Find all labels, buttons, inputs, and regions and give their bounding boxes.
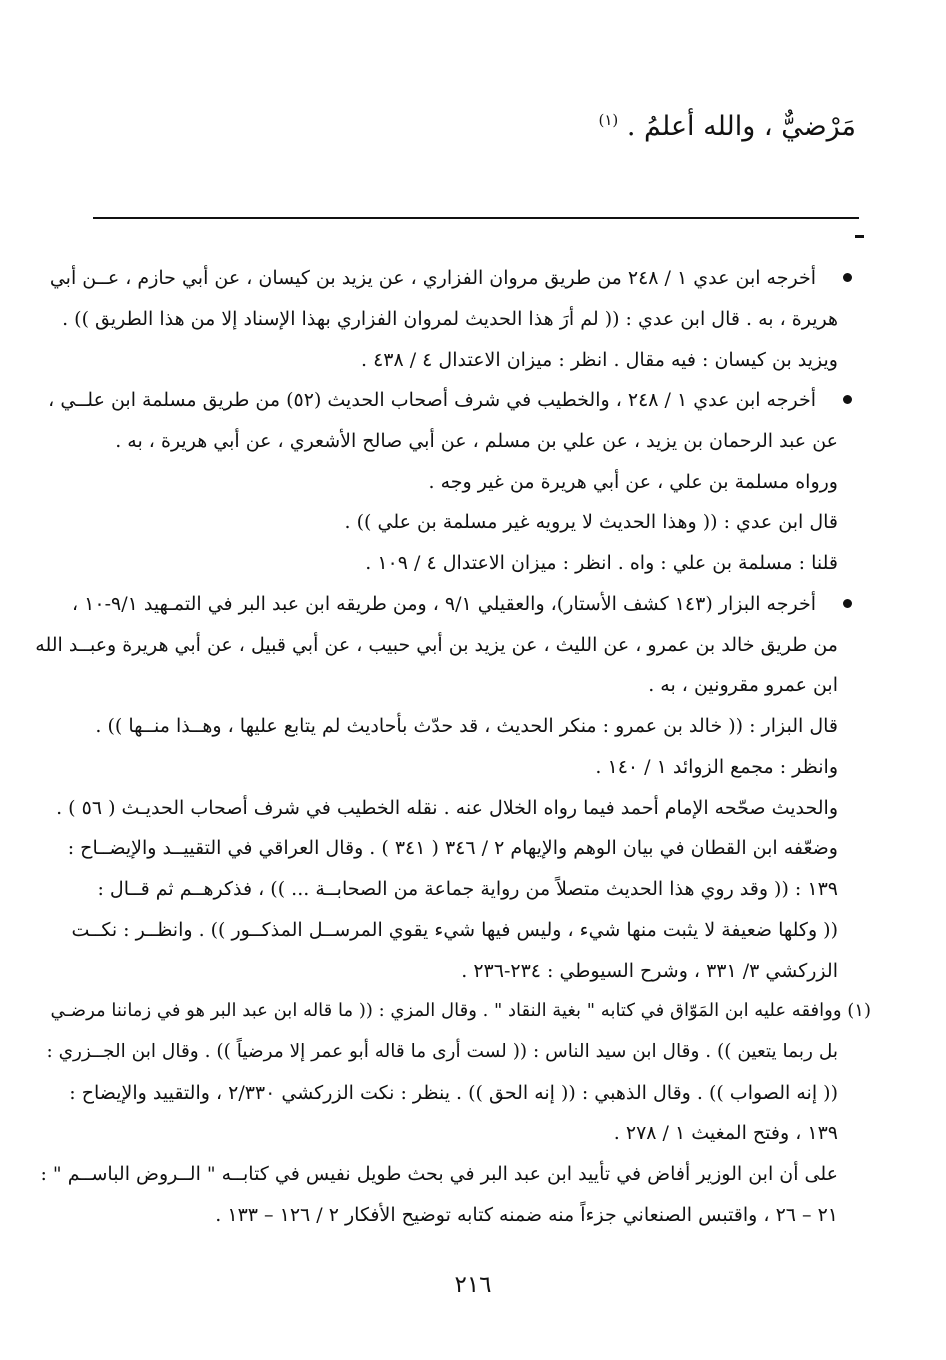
- text-line: وضعّفه ابن القطان في بيان الوهم والإيهام ٢ / ٣٤٦ ( ٣٤١ ) . وقال العراقي في التقييــد والإيضــاح :: [67, 837, 838, 859]
- heading-text: مَرْضيٌّ ، والله أعلمُ .: [626, 111, 856, 142]
- text-line: قلنا : مسلمة بن علي : واه . انظر : ميزان الاعتدال ٤ / ١٠٩ .: [365, 552, 838, 574]
- bullet-marker: [843, 273, 852, 282]
- text-line: (( وكلها ضعيفة لا يثبت منها شيء ، وليس فيها شيء يقوي المرســل المذكــور )) . وانظــر : نكــت: [71, 919, 838, 941]
- text-line: ورواه مسلمة بن علي ، عن أبي هريرة من غير وجه .: [428, 471, 838, 493]
- text-line: أخرجه ابن عدي ١ / ٢٤٨ من طريق مروان الفزاري ، عن يزيد بن كيسان ، عن أبي حازم ، عــن أبي: [49, 267, 816, 289]
- text-line: الزركشي ٣/ ٣٣١ ، وشرح السيوطي : ٢٣٤-٢٣٦ .: [461, 960, 838, 982]
- page-number: ٢١٦: [454, 1272, 492, 1298]
- footnote-line: ٢١ – ٢٦ ، واقتبس الصنعاني جزءاً منه ضمنه كتابه توضيح الأفكار ٢ / ١٢٦ – ١٣٣ .: [215, 1204, 838, 1226]
- bullet-marker: [843, 395, 852, 404]
- text-line: قال البزار : (( خالد بن عمرو : منكر الحديث ، قد حدّث بأحاديث لم يتابع عليها ، وهــذا منــها )) .: [95, 715, 838, 737]
- footnote-line: (( إنه الصواب )) . وقال الذهبي : (( إنه الحق )) . ينظر : نكت الزركشي ٢/٣٣٠ ، والتقييد والإيضاح :: [69, 1082, 838, 1104]
- footnote-separator-rule: [93, 217, 859, 219]
- text-line: أخرجه ابن عدي ١ / ٢٤٨ ، والخطيب في شرف أصحاب الحديث (٥٢) من طريق مسلمة ابن علــي ،: [48, 389, 816, 411]
- text-line: قال ابن عدي : (( وهذا الحديث لا يرويه غير مسلمة بن علي )) .: [344, 511, 838, 533]
- footnote-line: ١٣٩ ، وفتح المغيث ١ / ٢٧٨ .: [613, 1122, 838, 1144]
- bullet-marker: [843, 599, 852, 608]
- footnote-line: على أن ابن الوزير أفاض في تأييد ابن عبد البر في بحث طويل نفيس في كتابــه " الــروض الباســم " :: [40, 1163, 838, 1185]
- heading-footnote-marker: (١): [598, 111, 619, 129]
- text-line: هريرة ، به . قال ابن عدي : (( لم أرَ هذا الحديث لمروان الفزاري بهذا الإسناد إلا من هذا الطريق )) .: [62, 308, 838, 330]
- text-line: ويزيد بن كيسان : فيه مقال . انظر : ميزان الاعتدال ٤ / ٤٣٨ .: [360, 349, 838, 371]
- text-line: والحديث صحّحه الإمام أحمد فيما رواه الخلال عنه . نقله الخطيب في شرف أصحاب الحديـث ( ٥٦ ) .: [56, 797, 838, 819]
- separator-mark: [855, 235, 864, 238]
- text-line: من طريق خالد بن عمرو ، عن الليث ، عن يزيد بن أبي حبيب ، عن أبي قبيل ، عن أبي هريرة وعبــد الله: [35, 634, 838, 656]
- text-line: وانظر : مجمع الزوائد ١ / ١٤٠ .: [595, 756, 838, 778]
- page-heading: [599, 100, 857, 147]
- text-line: عن عبد الرحمان بن يزيد ، عن علي بن مسلم ، عن أبي صالح الأشعري ، عن أبي هريرة ، به .: [115, 430, 838, 452]
- text-line: أخرجه البزار (١٤٣ كشف الأستار)، والعقيلي ٩/١ ، ومن طريقه ابن عبد البر في التمـهيد ٩/١-١٠ ،: [71, 593, 816, 615]
- footnote-line: (١) ووافقه عليه ابن المَوّاق في كتابه " بغية النقاد " . وقال المزي : (( ما قاله ابن عبد البر هو في زماننا مرضـي: [50, 1000, 871, 1021]
- footnote-line: بل ربما يتعين )) . وقال ابن سيد الناس : (( لست أرى ما قاله أبو عمر إلا مرضياً )) . وقال ابن الجــزري :: [46, 1041, 838, 1062]
- text-line: ١٣٩ : (( وقد روي هذا الحديث متصلاً من رواية جماعة من الصحابــة ... )) ، فذكرهــم ثم قــال :: [97, 878, 838, 900]
- text-line: ابن عمرو مقرونين ، به .: [648, 674, 838, 696]
